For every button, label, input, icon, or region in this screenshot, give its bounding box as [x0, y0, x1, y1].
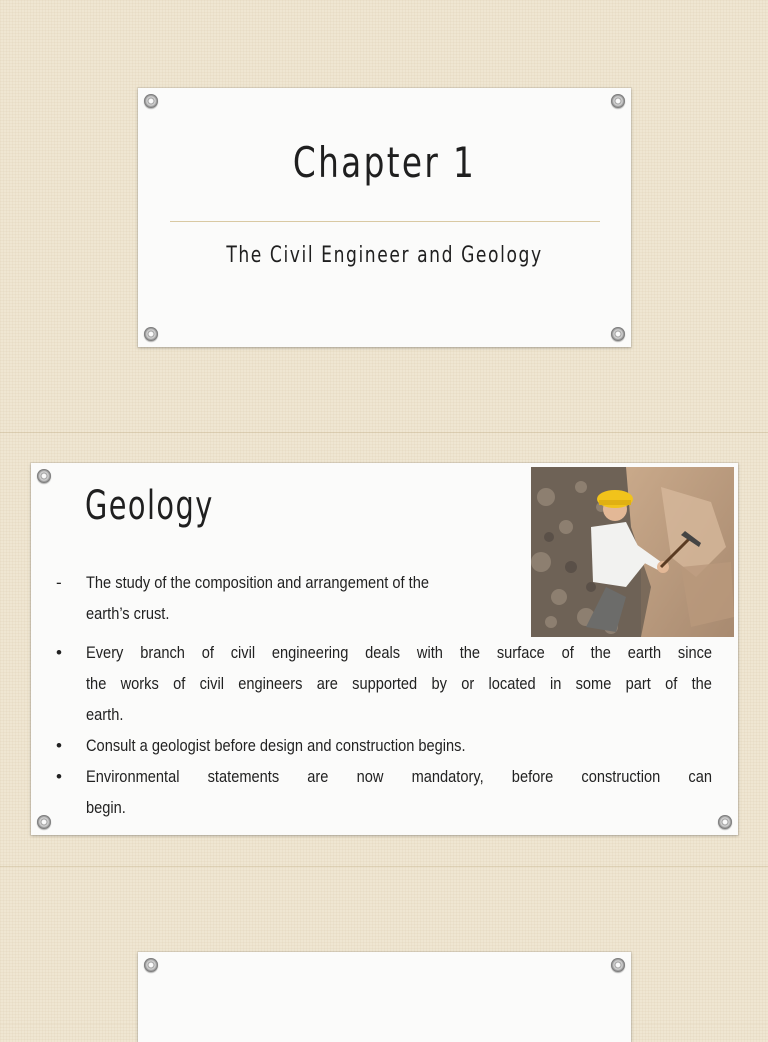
bullet-list [56, 637, 716, 823]
slide-subtitle: The Civil Engineer and Geology [226, 243, 543, 268]
rivet-icon [611, 94, 625, 108]
word: Every [86, 643, 124, 662]
title-divider [170, 221, 600, 222]
slide-separator [0, 866, 768, 867]
bullet-line: begin. [86, 798, 126, 817]
definition-line: earth’s crust. [86, 604, 170, 623]
word: works [120, 674, 159, 693]
word: are [307, 767, 329, 786]
word: the [590, 643, 611, 662]
word: Environmental [86, 767, 180, 786]
word: of [201, 643, 214, 662]
word: some [575, 674, 612, 693]
slide-heading: Geology [85, 483, 214, 529]
word: engineers [238, 674, 303, 693]
word: surface [496, 643, 545, 662]
word: or [461, 674, 475, 693]
word: part [625, 674, 651, 693]
word: supported [352, 674, 418, 693]
word: engineering [271, 643, 349, 662]
word: of [561, 643, 574, 662]
word: since [677, 643, 713, 662]
bullet-line [86, 637, 712, 668]
word: can [688, 767, 713, 786]
word: of [665, 674, 678, 693]
word: the [459, 643, 481, 662]
rivet-icon [611, 327, 625, 341]
bullet-marker: • [56, 643, 62, 662]
rivet-icon [144, 94, 158, 108]
rivet-icon [718, 815, 732, 829]
geology-slide-card [31, 463, 738, 835]
word: construction [581, 767, 661, 786]
rivet-icon [37, 815, 51, 829]
word: civil [199, 674, 224, 693]
rivet-icon [144, 327, 158, 341]
word: the [86, 674, 107, 693]
word: located [488, 674, 536, 693]
word: of [173, 674, 186, 693]
rivet-icon [37, 469, 51, 483]
geologist-photo [531, 467, 734, 637]
bullet-line: earth. [86, 705, 124, 724]
bullet-marker: • [56, 736, 62, 755]
bullet-line [86, 668, 712, 699]
word: before [511, 767, 554, 786]
word: earth [627, 643, 662, 662]
word: with [416, 643, 443, 662]
word: deals [365, 643, 401, 662]
bullet-marker: • [56, 767, 62, 786]
word: now [356, 767, 384, 786]
word: in [549, 674, 562, 693]
bullet-line [86, 761, 712, 792]
word: are [316, 674, 338, 693]
bullet-item [56, 761, 716, 823]
bullet-item [56, 730, 716, 761]
rivet-icon [144, 958, 158, 972]
title-slide-card [138, 88, 631, 347]
dash-marker: - [56, 573, 62, 592]
bullet-line: Consult a geologist before design and construction begins. [86, 736, 466, 755]
word: branch [140, 643, 185, 662]
word: mandatory, [411, 767, 484, 786]
slide-separator [0, 432, 768, 433]
bullet-item [56, 637, 716, 730]
word: statements [207, 767, 280, 786]
word: the [691, 674, 712, 693]
word: by [431, 674, 447, 693]
definition-line: The study of the composition and arrangement of the [86, 573, 429, 592]
next-slide-card [138, 952, 631, 1042]
word: civil [230, 643, 256, 662]
rivet-icon [611, 958, 625, 972]
slide-title: Chapter 1 [292, 138, 477, 187]
